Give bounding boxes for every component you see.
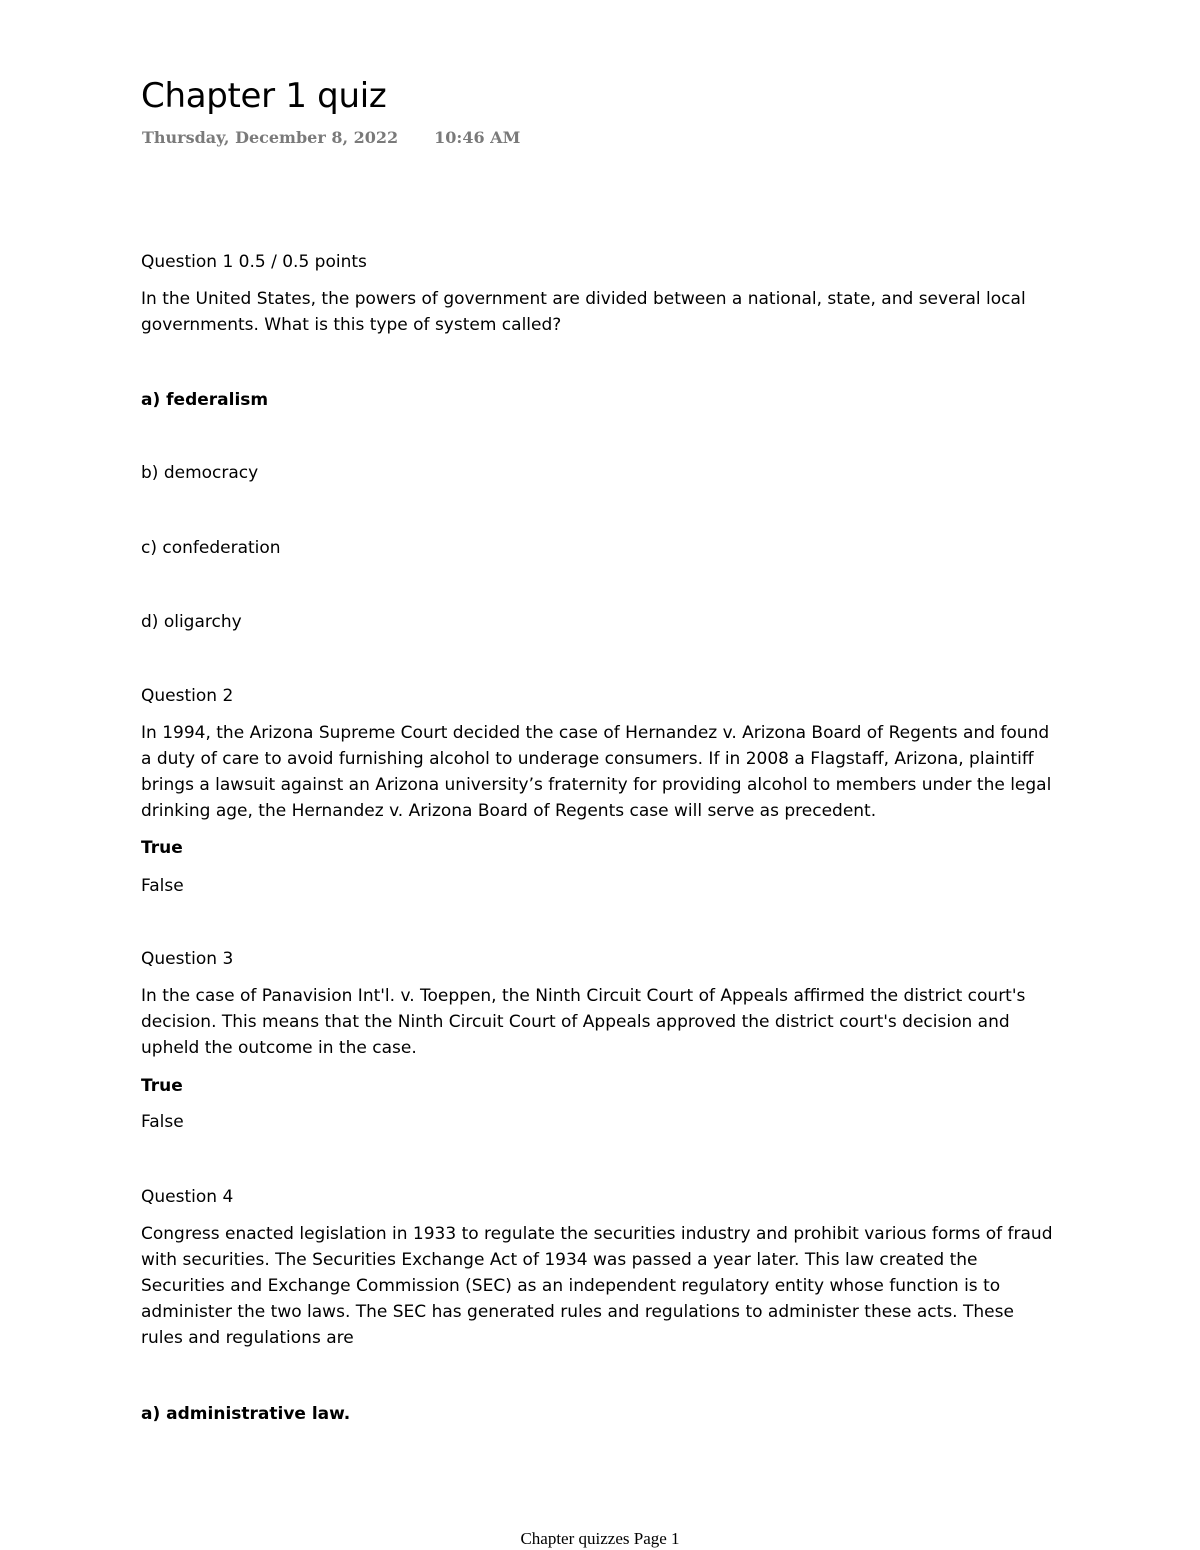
question-text: Congress enacted legislation in 1933 to regulate the securities industry and prohibit various forms of fraud with securities. The Securities Exchange Act of 1934 was passed a year later. This law created the Securities and Exchange Commission (SEC) as an independent regulatory entity whose function is to administer the two laws. The SEC has generated rules and regulations to administer these acts. These rules and regulations are <box>141 1224 1053 1348</box>
question-3 <box>141 947 1061 1061</box>
answer-option[interactable]: d) oligarchy <box>141 612 242 632</box>
question-4 <box>141 1185 1061 1351</box>
question-2 <box>141 684 1061 824</box>
answer-option[interactable]: False <box>141 1112 184 1132</box>
question-text: In the case of Panavision Int'l. v. Toeppen, the Ninth Circuit Court of Appeals affirmed the district court's decision. This means that the Ninth Circuit Court of Appeals approved the district court's decision and upheld the outcome in the case. <box>141 986 1026 1058</box>
answer-option-selected[interactable]: a) federalism <box>141 390 269 410</box>
question-1 <box>141 250 1061 338</box>
answer-option[interactable]: b) democracy <box>141 463 259 483</box>
page-title: Chapter 1 quiz <box>141 76 387 116</box>
page-timestamp <box>142 127 520 149</box>
question-text: In the United States, the powers of government are divided between a national, state, and several local governments. What is this type of system called? <box>141 289 1026 335</box>
answer-option-selected[interactable]: True <box>141 1076 183 1096</box>
question-heading: Question 4 <box>141 1187 234 1207</box>
page-date: Thursday, December 8, 2022 <box>142 128 399 147</box>
question-heading: Question 3 <box>141 949 234 969</box>
question-heading: Question 1 0.5 / 0.5 points <box>141 252 367 272</box>
page-footer: Chapter quizzes Page 1 <box>520 1529 680 1548</box>
question-heading: Question 2 <box>141 686 234 706</box>
answer-option[interactable]: False <box>141 876 184 896</box>
answer-option-selected[interactable]: a) administrative law. <box>141 1404 351 1424</box>
question-text: In 1994, the Arizona Supreme Court decided the case of Hernandez v. Arizona Board of Regents and found a duty of care to avoid furnishing alcohol to underage consumers. If in 2008 a Flagstaff, Arizona, plaintiff brings a lawsuit against an Arizona university’s fraternity for providing alcohol to members under the legal drinking age, the Hernandez v. Arizona Board of Regents case will serve as precedent. <box>141 723 1052 821</box>
answer-option[interactable]: c) confederation <box>141 538 281 558</box>
answer-option-selected[interactable]: True <box>141 838 183 858</box>
page-time: 10:46 AM <box>434 128 521 147</box>
